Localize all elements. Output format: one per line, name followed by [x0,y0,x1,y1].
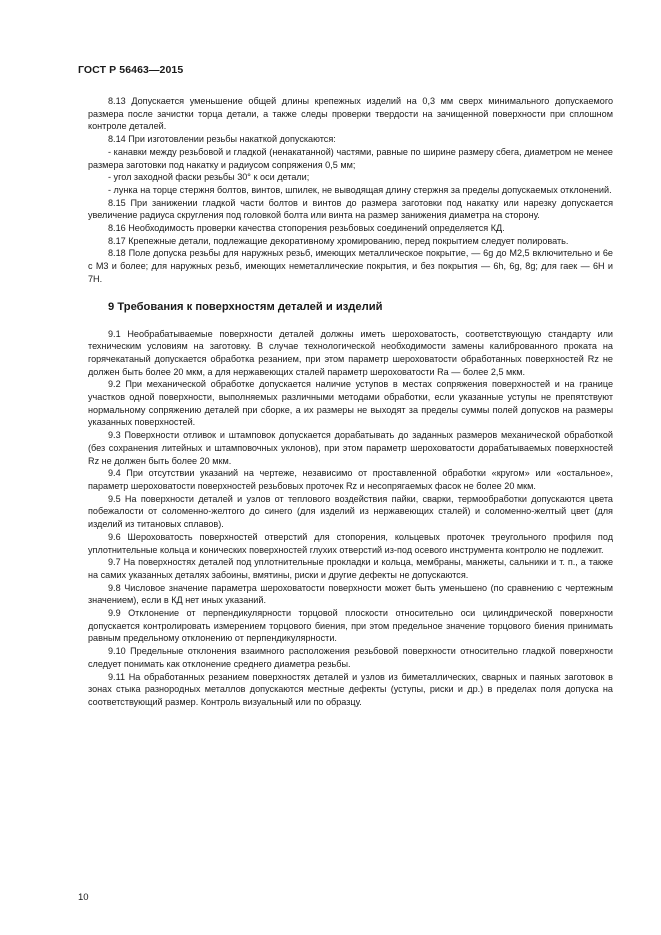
paragraph: 9.10 Предельные отклонения взаимного расположения резьбовой поверхности относительно гладкой поверхности следует понимать как отклонение среднего диаметра резьбы. [88,646,613,669]
paragraph: 9.11 На обработанных резанием поверхностях деталей и узлов из биметаллических, сварных и паяных заготовок в зонах стыка разнородных металлов допускаются местные дефекты (уступы, риски и др.) в пределах поля допуска на соответствующий размер. Контроль визуальный или по образцу. [88,671,613,707]
document-body [88,95,613,709]
paragraph: 8.17 Крепежные детали, подлежащие декоративному хромированию, перед покрытием следует полировать. [108,235,569,246]
paragraph: 8.18 Поле допуска резьбы для наружных резьб, имеющих металлическое покрытие, — 6g до М2,5 включительно и 6е с М3 и более; для наружных резьб, имеющих неметаллические покрытия, и без покрытия — 6h, 6g, 8g; для гаек — 6Н и 7Н. [88,248,613,284]
paragraph: - лунка на торце стержня болтов, винтов, шпилек, не выводящая длину стержня за пределы допускаемых отклонений. [108,184,612,195]
paragraph: 9.3 Поверхности отливок и штамповок допускается дорабатывать до заданных размеров механической обработкой (без сохранения литейных и штамповочных уклонов), при этом параметр шероховатости дорабатываемых поверхностей Rz не должен быть более 20 мкм. [88,430,613,466]
paragraph: - угол заходной фаски резьбы 30° к оси детали; [108,172,310,183]
paragraph: - канавки между резьбовой и гладкой (ненакатанной) частями, равные по ширине размеру сбега, диаметром не менее размера заготовки под накатку и радиусом сопряжения 0,5 мм; [88,146,613,170]
paragraph: 9.2 При механической обработке допускается наличие уступов в местах сопряжения поверхностей и на границе участков одной поверхности, выполняемых различными методами обработки, если указанные уступы не препятствуют нормальному сопряжению деталей при сборке, а их размеры не выходят за пределы суммы полей допусков на размеры указанных поверхностей. [88,379,613,428]
paragraph: 8.16 Необходимость проверки качества стопорения резьбовых соединений определяется КД. [108,223,505,234]
paragraph: 8.13 Допускается уменьшение общей длины крепежных изделий на 0,3 мм сверх минимального допускаемого размера после зачистки торца детали, а также следы проверки твердости на зачищенной поверхности при сплошном контроле деталей. [88,96,613,132]
paragraph: 8.15 При занижении гладкой части болтов и винтов до размера заготовки под накатку или нарезку допускается увеличение радиуса скругления под головкой болта или винта на размер занижения диаметра на сторону. [88,197,613,221]
page-number: 10 [78,892,89,903]
paragraph: 9.8 Числовое значение параметра шероховатости поверхности может быть уменьшено (по сравнению с чертежным значением), если в КД нет иных указаний. [88,582,613,606]
paragraph: 8.14 При изготовлении резьбы накаткой допускаются: [108,134,336,145]
paragraph: 9.9 Отклонение от перпендикулярности торцовой плоскости относительно оси цилиндрической поверхности допускается контролировать измерением торцового биения, при этом предельное значение торцового биения принимать равным предельному отклонению от перпендикулярности. [88,608,613,644]
section-heading: 9 Требования к поверхностям деталей и изделий [108,300,383,313]
paragraph: 9.5 На поверхности деталей и узлов от теплового воздействия пайки, сварки, термообработки допускаются цвета побежалости от соломенно-желтого до синего (для изделий из нержавеющих сталей) и соломенно-желтый цвет (для изделий из титановых сплавов). [88,493,613,530]
document-header: ГОСТ Р 56463—2015 [78,64,184,76]
paragraph: 9.7 На поверхностях деталей под уплотнительные прокладки и кольца, мембраны, манжеты, сальники и т. п., а также на самих указанных деталях забоины, вмятины, риски и другие дефекты не допускаются. [88,557,613,580]
paragraph: 9.6 Шероховатость поверхностей отверстий для стопорения, кольцевых проточек треугольного профиля под уплотнительные кольца и конических поверхностей глухих отверстий из-под осевого инструмента контролю не подлежит. [88,531,613,555]
paragraph: 9.4 При отсутствии указаний на чертеже, независимо от проставленной обработки «кругом» или «остальное», параметр шероховатости поверхностей резьбовых проточек Rz и несопрягаемых фасок не более 20 мкм. [88,468,613,491]
paragraph: 9.1 Необрабатываемые поверхности деталей должны иметь шероховатость, соответствующую стандарту или техническим условиям на заготовку. В случае технологической необходимости замены калиброванного проката на горячекатаный допускается обработка резанием, при этом параметр шероховатости обработанных поверхностей Rz не должен быть более 20 мкм, а для нержавеющих сталей параметр шероховатости Ra — более 2,5 мкм. [88,328,613,377]
